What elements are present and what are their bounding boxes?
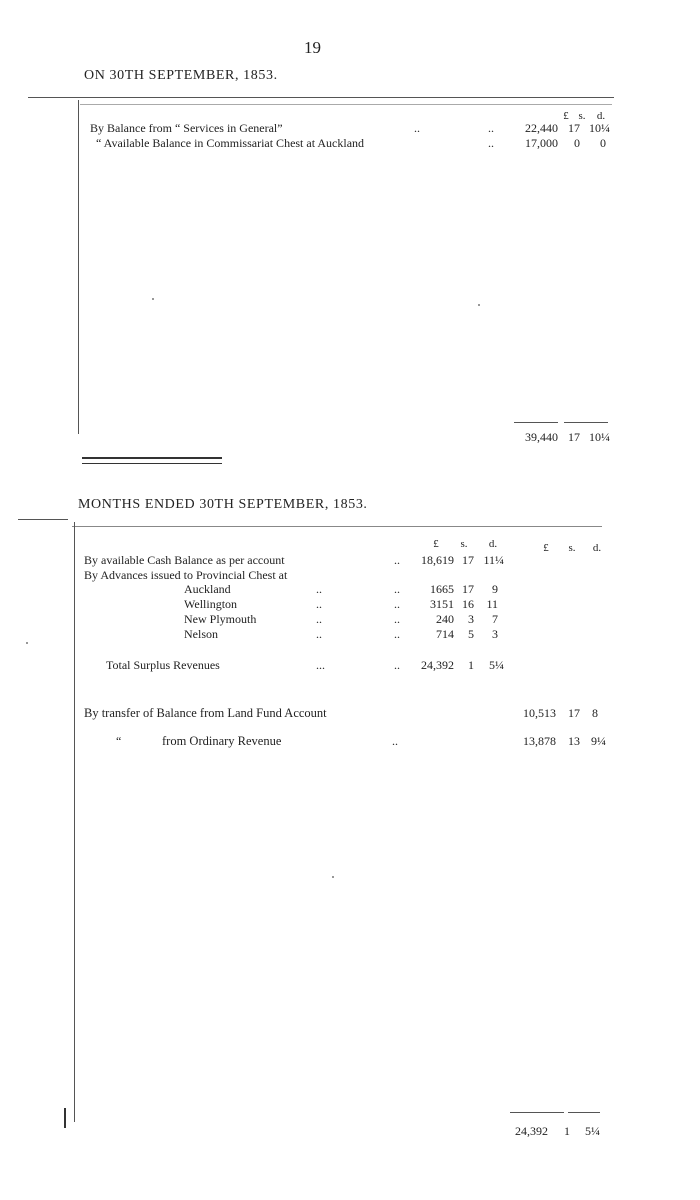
outer-pounds-header: £ (543, 542, 549, 554)
top-row-shillings: 0 (574, 136, 580, 150)
advance-dots: .. (316, 582, 322, 596)
cash-balance-lead: .. (394, 553, 400, 567)
cash-balance-label: By available Cash Balance as per account (84, 553, 285, 567)
section-divider (82, 457, 222, 464)
transfer-land-label: By transfer of Balance from Land Fund Account (84, 706, 327, 720)
advance-lead: .. (394, 582, 400, 596)
advance-shillings: 17 (462, 582, 474, 596)
inner-pounds-header: £ (433, 538, 439, 550)
top-row-label: By Balance from “ Services in General” (90, 121, 283, 135)
transfer-ordinary-pence: 9¼ (591, 734, 606, 748)
bottom-total-rule (510, 1112, 564, 1113)
advance-shillings: 3 (468, 612, 474, 626)
surplus-pounds: 24,392 (421, 658, 454, 672)
transfer-ordinary-mark: “ (116, 734, 122, 748)
surplus-label: Total Surplus Revenues (106, 658, 220, 672)
top-pence-header: d. (596, 110, 606, 122)
outer-shillings-header: s. (568, 542, 576, 554)
advance-pence: 7 (492, 612, 498, 626)
advance-pounds: 3151 (430, 597, 454, 611)
bottom-total-shillings: 1 (564, 1124, 570, 1138)
advance-pence: 11 (486, 597, 498, 611)
advance-place: Wellington (184, 597, 238, 611)
transfer-land-pence: 8 (592, 706, 598, 720)
advance-pounds: 240 (436, 612, 454, 626)
cash-balance-pence: 11¼ (483, 553, 504, 567)
advance-place: Auckland (184, 582, 231, 596)
top-row-pence: 0 (600, 136, 606, 150)
top-row-lead: .. (488, 136, 494, 150)
advance-lead: .. (394, 612, 400, 626)
transfer-land-pounds: 10,513 (523, 706, 556, 720)
bottom-rule-left (18, 519, 68, 520)
transfer-ordinary-label: from Ordinary Revenue (162, 734, 282, 748)
speck (26, 642, 28, 644)
bottom-rule (72, 526, 602, 527)
surplus-shillings: 1 (468, 658, 474, 672)
advance-lead: .. (394, 597, 400, 611)
bottom-total-rule (568, 1112, 600, 1113)
top-total-rule (564, 422, 608, 423)
inner-pence-header: d. (488, 538, 498, 550)
advance-shillings: 5 (468, 627, 474, 641)
surplus-lead: .. (394, 658, 400, 672)
transfer-land-shillings: 17 (568, 706, 580, 720)
surplus-pence: 5¼ (489, 658, 504, 672)
top-row-dots: .. (414, 121, 420, 135)
top-pounds-header: £ (563, 110, 569, 122)
advance-dots: .. (316, 597, 322, 611)
bottom-total-pence: 5¼ (585, 1124, 600, 1138)
top-row-pence: 10¼ (589, 121, 610, 135)
top-total-shillings: 17 (568, 430, 580, 444)
advance-dots: .. (316, 612, 322, 626)
transfer-ordinary-dots: .. (392, 734, 398, 748)
bottom-total-pounds: 24,392 (515, 1124, 548, 1138)
cash-balance-pounds: 18,619 (421, 553, 454, 567)
advance-pence: 3 (492, 627, 498, 641)
advance-dots: .. (316, 627, 322, 641)
top-row-shillings: 17 (568, 121, 580, 135)
top-inner-rule (80, 104, 612, 105)
top-row-pounds: 17,000 (525, 136, 558, 150)
top-total-pence: 10¼ (589, 430, 610, 444)
top-rule (28, 97, 614, 98)
top-row-label: “ Available Balance in Commissariat Chest at Auckland (96, 136, 365, 150)
top-row-pounds: 22,440 (525, 121, 558, 135)
surplus-dots: ... (316, 658, 325, 672)
bottom-heading: MONTHS ENDED 30TH SEPTEMBER, 1853. (78, 497, 368, 512)
cash-balance-shillings: 17 (462, 553, 474, 567)
inner-shillings-header: s. (460, 538, 468, 550)
top-total-rule (514, 422, 558, 423)
top-heading: ON 30TH SEPTEMBER, 1853. (84, 68, 278, 83)
advance-shillings: 16 (462, 597, 474, 611)
advances-label: By Advances issued to Provincial Chest at (84, 568, 288, 582)
advance-pence: 9 (492, 582, 498, 596)
advance-place: Nelson (184, 627, 218, 641)
edge-mark (64, 1108, 66, 1128)
top-row-lead: .. (488, 121, 494, 135)
advance-pounds: 1665 (430, 582, 454, 596)
speck (152, 298, 154, 300)
outer-pence-header: d. (592, 542, 602, 554)
advance-lead: .. (394, 627, 400, 641)
advance-place: New Plymouth (184, 612, 257, 626)
bottom-left-border (74, 522, 75, 1122)
transfer-ordinary-shillings: 13 (568, 734, 580, 748)
transfer-ordinary-pounds: 13,878 (523, 734, 556, 748)
advance-pounds: 714 (436, 627, 454, 641)
speck (478, 304, 480, 306)
top-left-border (78, 100, 79, 434)
speck (332, 876, 334, 878)
top-shillings-header: s. (578, 110, 586, 122)
top-total-pounds: 39,440 (525, 430, 558, 444)
page-number: 19 (304, 38, 321, 57)
